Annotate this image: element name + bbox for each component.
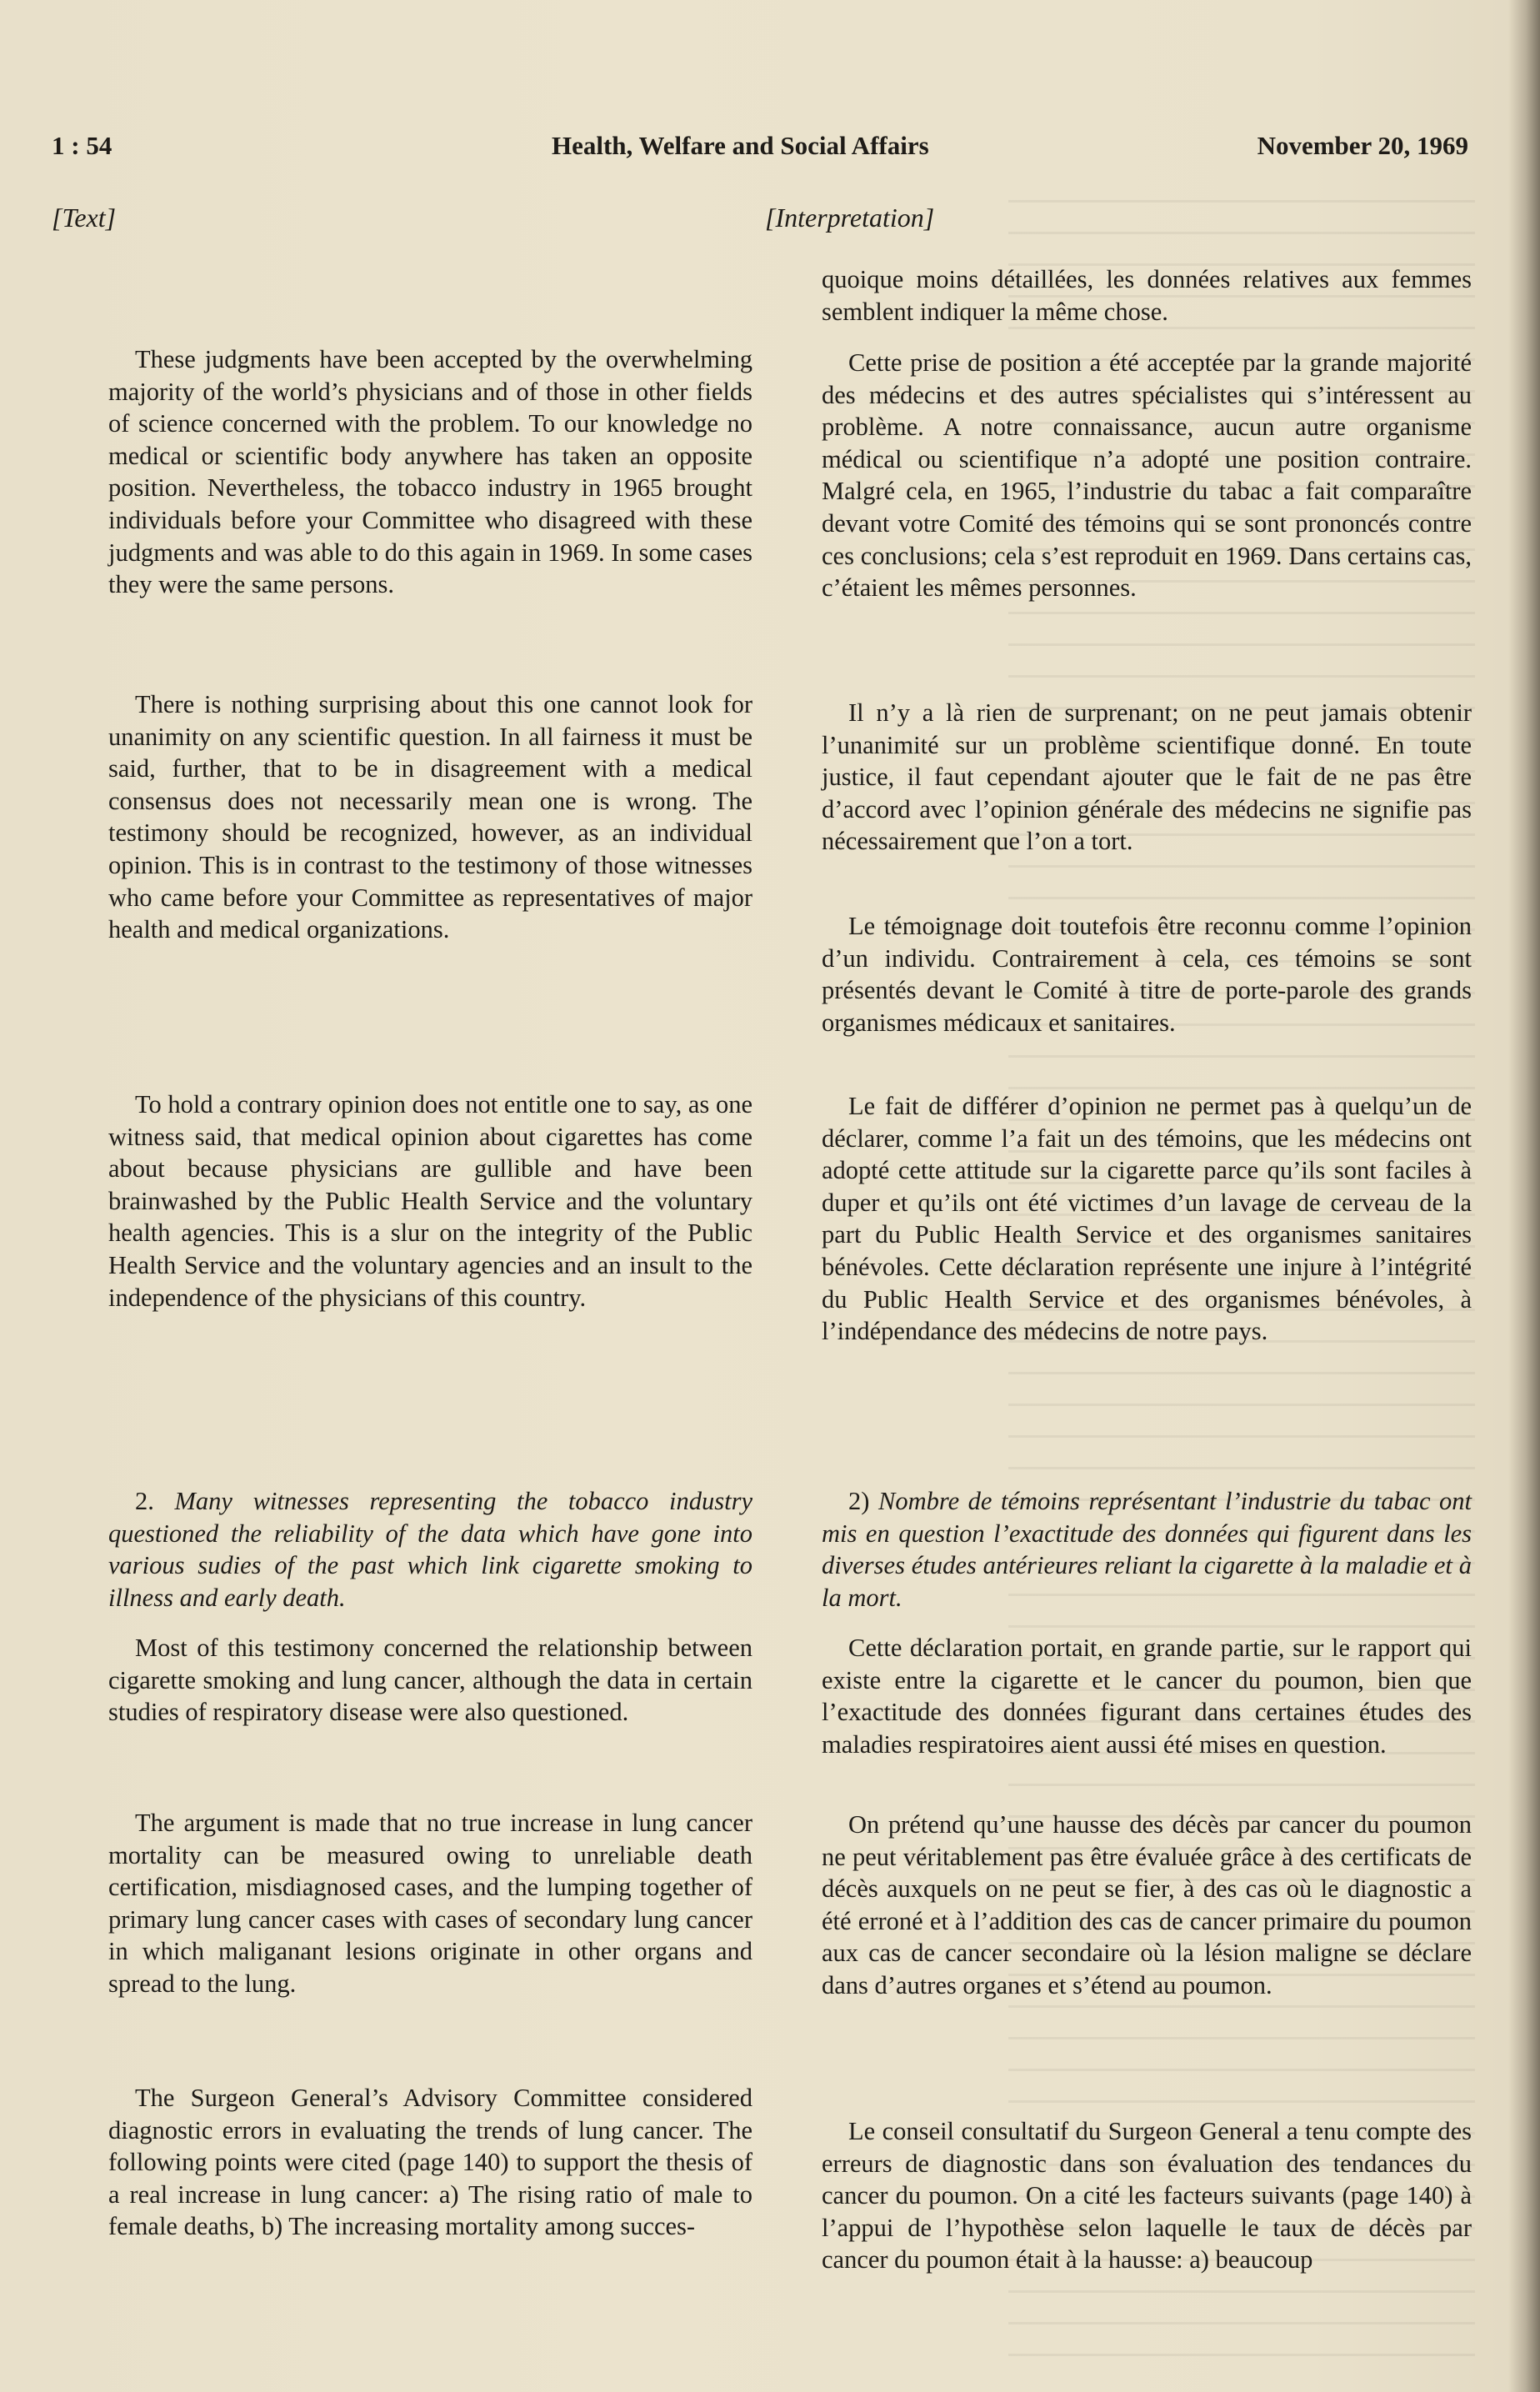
column-label-interpretation: [Interpretation] bbox=[765, 203, 935, 233]
left-item-number: 2. bbox=[135, 1487, 154, 1515]
right-item-number: 2) bbox=[848, 1487, 870, 1515]
right-paragraph-2: Il n’y a là rien de surprenant; on ne peut jamais obtenir l’unanimité sur un problème scientifique donné. En toute justice, il faut cependant ajouter que le fait de ne pas être d’accord avec l’opinion générale des médecins ne signifie pas nécessairement que l’on a tort. bbox=[822, 698, 1472, 856]
left-paragraph-4 bbox=[108, 1485, 752, 1614]
right-paragraph-0: quoique moins détaillées, les données relatives aux femmes semblent indiquer la même chose. bbox=[822, 265, 1472, 326]
right-paragraph-4: Le fait de différer d’opinion ne permet pas à quelqu’un de déclarer, comme l’a fait un des témoins, que les médecins ont adopté cette attitude sur la cigarette parce qu’ils sont faciles à duper et qu’ils ont été victimes d’un lavage de cerveau de la part du Public Health Service et des organismes sanitaires bénévoles. Cette déclaration représente une injure à l’intégrité du Public Health Service et des organismes bénévoles, à l’indépendance des médecins de notre pays. bbox=[822, 1092, 1472, 1346]
left-item-statement: Many witnesses representing the tobacco industry questioned the reliability of the data which have gone into various sudies of the past which link cigarette smoking to illness and early death. bbox=[108, 1487, 753, 1612]
left-paragraph-2: There is nothing surprising about this one cannot look for unanimity on any scientific question. In all fairness it must be said, further, that to be in disagreement with a medical consensus does not necessarily mean one is wrong. The testimony should be recognized, however, as an individual opinion. This is in contrast to the testimony of those witnesses who came before your Committee as representatives of major health and medical organizations. bbox=[108, 690, 752, 944]
left-paragraph-5: Most of this testimony concerned the relationship between cigarette smoking and lung cancer, although the data in certain studies of respiratory disease were also questioned. bbox=[108, 1634, 752, 1727]
page-edge-shadow bbox=[1508, 0, 1540, 2392]
page-number: 1 : 54 bbox=[52, 131, 112, 160]
header-title: Health, Welfare and Social Affairs bbox=[552, 131, 929, 160]
right-paragraph-1: Cette prise de position a été acceptée par la grande majorité des médecins et des autres spécialistes qui s’intéressent au problème. A notre connaissance, aucun autre organisme médical ou scientifique n’a adopté une position contraire. Malgré cela, en 1965, l’industrie du tabac a fait comparaître devant votre Comité des témoins qui se sont prononcés contre ces conclusions; cela s’est reproduit en 1969. Dans certains cas, c’étaient les mêmes personnes. bbox=[822, 348, 1472, 603]
right-item-statement: Nombre de témoins représentant l’industrie du tabac ont mis en question l’exactitude des données qui figurent dans les diverses études antérieures reliant la cigarette à la maladie et à la mort. bbox=[822, 1487, 1472, 1612]
left-paragraph-7: The Surgeon General’s Advisory Committee considered diagnostic errors in evaluating the trends of lung cancer. The following points were cited (page 140) to support the thesis of a real increase in lung cancer: a) The rising ratio of male to female deaths, b) The increasing mortality among succes- bbox=[108, 2084, 752, 2241]
right-paragraph-5 bbox=[822, 1485, 1472, 1614]
left-paragraph-1: These judgments have been accepted by the overwhelming majority of the world’s physicians and of those in other fields of science concerned with the problem. To our knowledge no medical or scientific body anywhere has taken an opposite position. Nevertheless, the tobacco industry in 1965 brought individuals before your Committee who disagreed with these judgments and was able to do this again in 1969. In some cases they were the same persons. bbox=[108, 345, 752, 599]
left-paragraph-6: The argument is made that no true increase in lung cancer mortality can be measured owing to unreliable death certification, misdiagnosed cases, and the lumping together of primary lung cancer cases with cases of secondary lung cancer in which maliganant lesions originate in other organs and spread to the lung. bbox=[108, 1809, 752, 1998]
header-date: November 20, 1969 bbox=[1257, 131, 1468, 160]
column-label-text: [Text] bbox=[52, 203, 117, 233]
right-paragraph-8: Le conseil consultatif du Surgeon General a tenu compte des erreurs de diagnostic dans son évaluation des tendances du cancer du poumon. On a cité les facteurs suivants (page 140) à l’appui de l’hypothèse selon laquelle le taux de décès par cancer du poumon était à la hausse: a) beaucoup bbox=[822, 2117, 1472, 2274]
right-paragraph-7: On prétend qu’une hausse des décès par cancer du poumon ne peut véritablement pas être évaluée grâce à des certificats de décès auxquels on ne peut se fier, à des cas où le diagnostic a été erroné et à l’addition des cas de cancer primaire du poumon aux cas de cancer secondaire où la lésion maligne se déclare dans d’autres organes et s’étend au poumon. bbox=[822, 1810, 1472, 1999]
running-header bbox=[52, 131, 1468, 173]
left-paragraph-3: To hold a contrary opinion does not entitle one to say, as one witness said, that medical opinion about cigarettes has come about because physicians are gullible and have been brainwashed by the Public Health Service and the voluntary health agencies. This is a slur on the integrity of the Public Health Service and the voluntary agencies and an insult to the independence of the physicians of this country. bbox=[108, 1090, 752, 1312]
right-paragraph-3: Le témoignage doit toutefois être reconnu comme l’opinion d’un individu. Contrairement à cela, ces témoins se sont présentés devant le Comité à titre de porte-parole des grands organismes médicaux et sanitaires. bbox=[822, 912, 1472, 1037]
right-paragraph-6: Cette déclaration portait, en grande partie, sur le rapport qui existe entre la cigarette et le cancer du poumon, bien que l’exactitude des données figurant dans certaines études des maladies respiratoires aient aussi été mises en question. bbox=[822, 1634, 1472, 1759]
